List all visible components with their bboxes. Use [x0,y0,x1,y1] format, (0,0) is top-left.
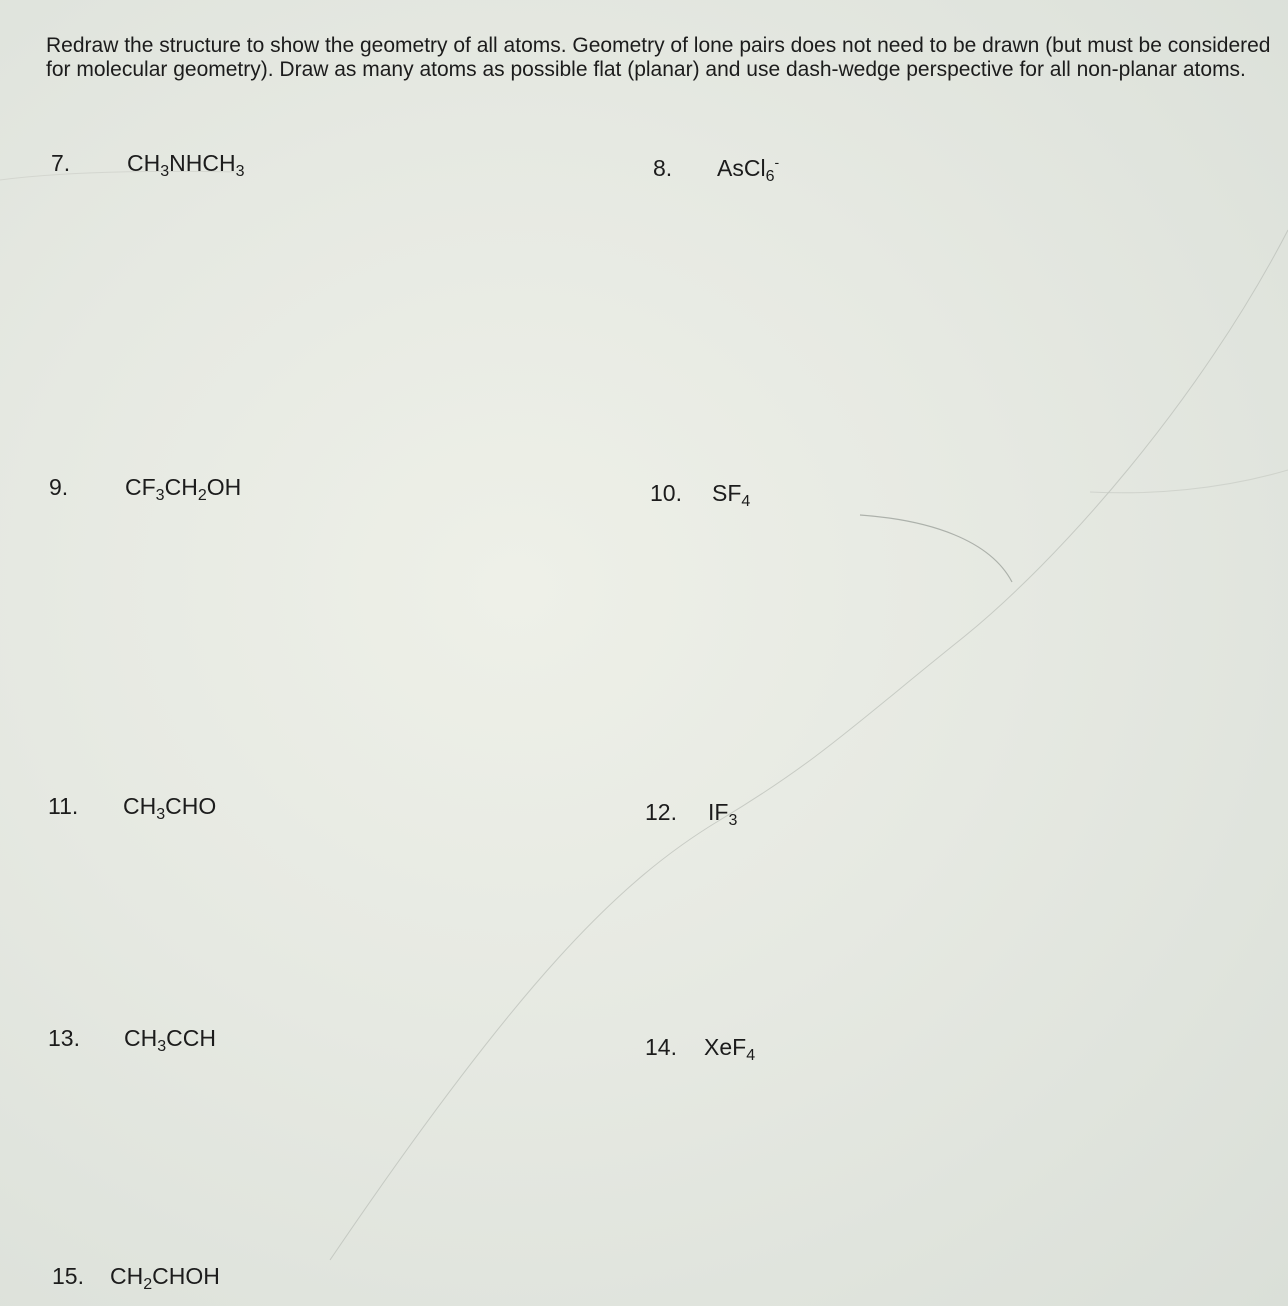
formula-text: CH [164,474,198,500]
problem-number: 12. [645,799,677,825]
problem-number: 8. [653,155,673,181]
problem-12 [645,799,738,829]
problem-formula [704,1034,756,1064]
formula-subscript: 2 [143,1276,153,1293]
problem-13 [48,1025,216,1055]
formula-text: CCH [166,1025,216,1051]
problem-number: 15. [52,1263,84,1289]
problem-formula [127,150,245,180]
problem-number: 13. [48,1025,80,1051]
formula-subscript: 3 [156,806,166,823]
formula-text: AsCl [717,155,766,181]
formula-text: CHOH [152,1263,220,1289]
formula-text: XeF [704,1034,747,1060]
problem-formula [124,1025,216,1055]
problem-14 [645,1034,756,1064]
problem-formula [110,1263,220,1293]
problem-10 [650,480,751,510]
formula-subscript: 2 [197,487,207,504]
problem-number: 9. [49,474,69,500]
formula-text: IF [708,799,729,825]
problem-number: 11. [48,793,79,819]
problem-formula [717,154,780,185]
problem-9 [49,474,242,504]
formula-text: CH [124,1025,158,1051]
problem-15 [52,1263,220,1293]
formula-subscript: 6 [765,168,775,185]
formula-subscript: 3 [157,1038,167,1055]
formula-text: SF [712,480,742,506]
formula-subscript: 3 [155,487,165,504]
problem-formula [123,793,217,823]
formula-subscript: 4 [741,493,751,510]
formula-text: CF [125,474,156,500]
formula-subscript: 3 [728,812,738,829]
problem-11 [48,793,217,823]
problem-formula [125,474,242,504]
problem-number: 7. [51,150,71,176]
formula-subscript: 4 [746,1047,756,1064]
problem-8 [653,154,780,185]
formula-text: CHO [165,793,217,819]
formula-text: OH [206,474,242,500]
formula-subscript: 3 [235,163,245,180]
problem-number: 10. [650,480,682,506]
problem-formula [708,799,738,829]
problem-7 [51,150,245,180]
instructions-text: Redraw the structure to show the geometry of all atoms. Geometry of lone pairs does not need to be drawn (but must be considered for molecular geometry). Draw as many atoms as possible flat (planar) and use dash-wedge perspective for all non-planar atoms. [46,34,1271,81]
formula-text: CH [110,1263,144,1289]
formula-text: CH [123,793,157,819]
formula-superscript: - [774,154,780,170]
formula-subscript: 3 [160,163,170,180]
problem-formula [712,480,751,510]
problem-number: 14. [645,1034,677,1060]
formula-text: NHCH [169,150,236,176]
formula-text: CH [127,150,161,176]
